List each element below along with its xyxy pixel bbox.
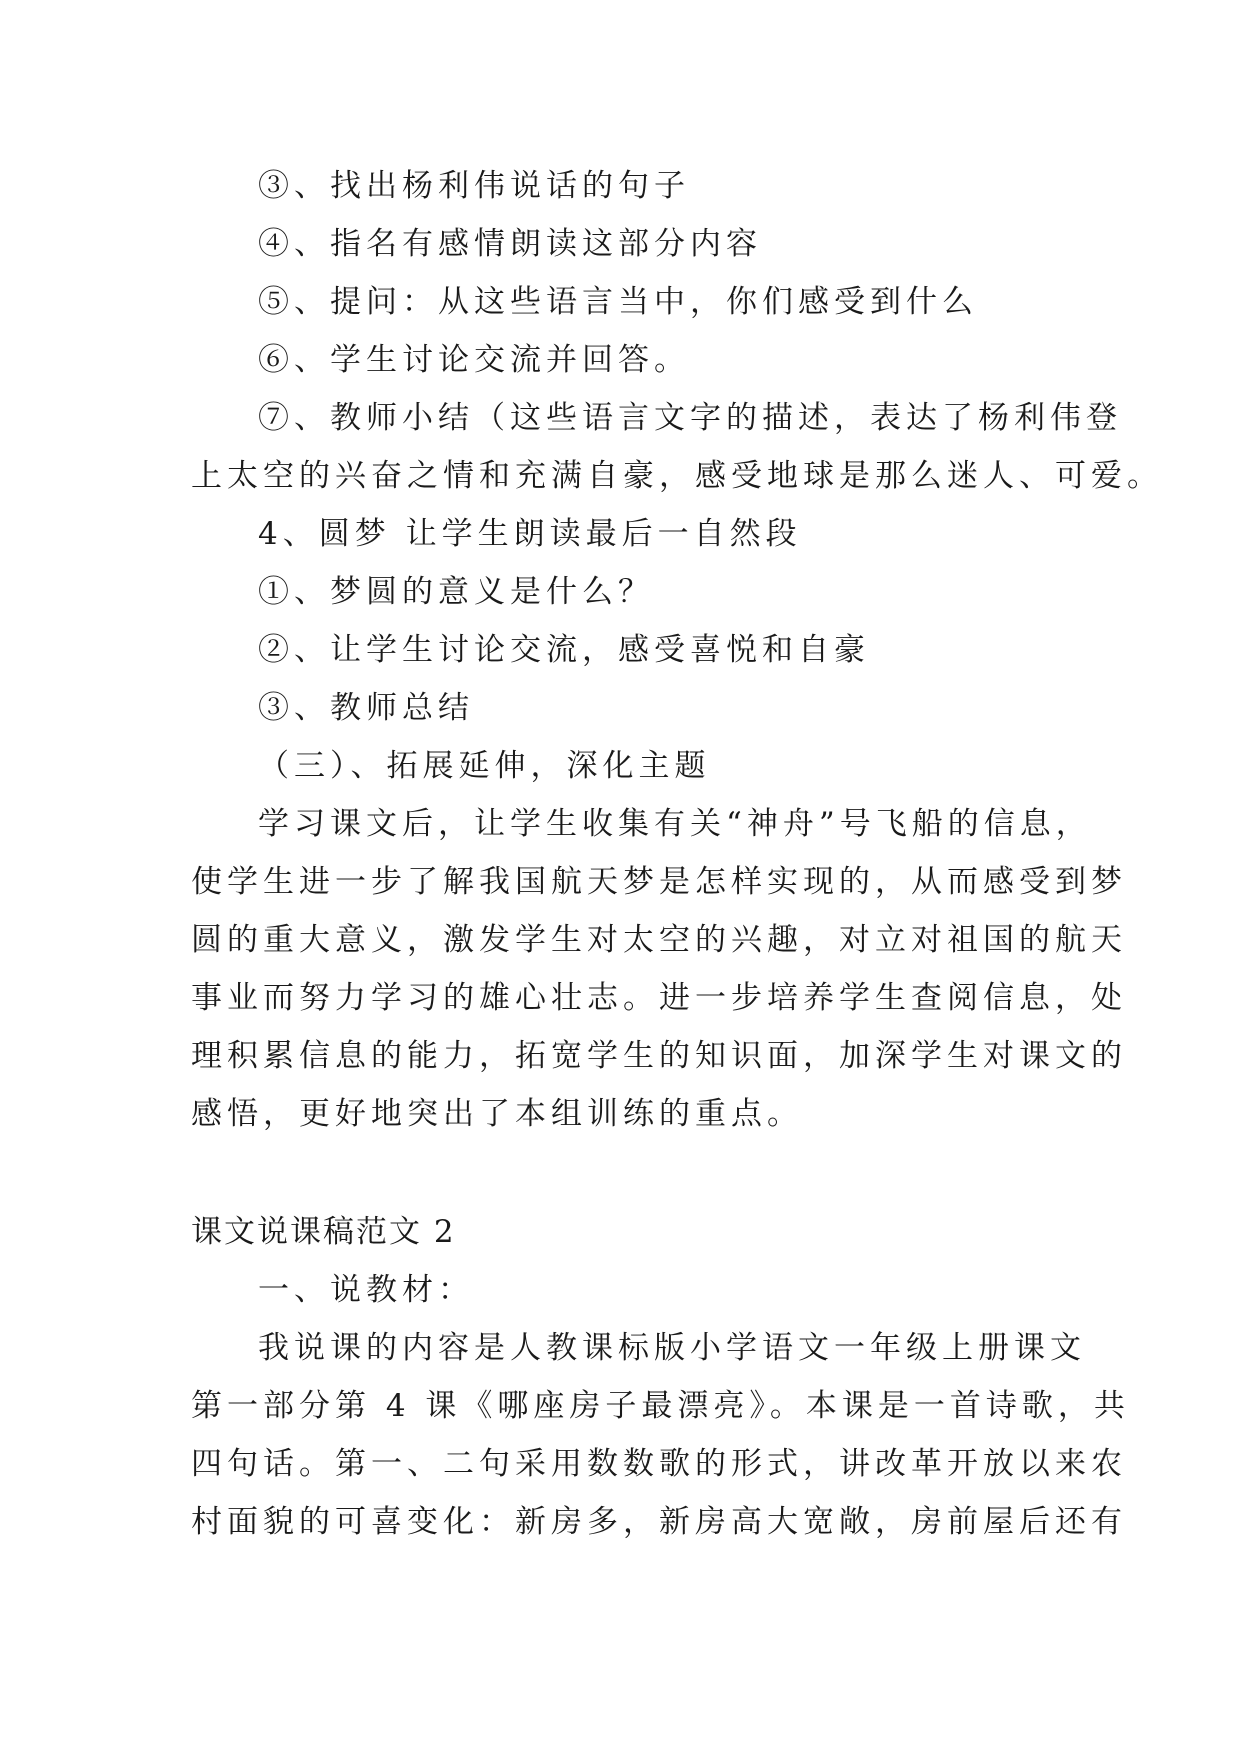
paragraph-line: 感悟，更好地突出了本组训练的重点。 (191, 1096, 803, 1132)
step-line: ③、教师总结 (258, 690, 474, 726)
paragraph-line: 圆的重大意义，激发学生对太空的兴趣，对立对祖国的航天 (191, 922, 1127, 958)
step-line: ⑥、学生讨论交流并回答。 (258, 342, 690, 378)
paragraph-line: 学习课文后，让学生收集有关“神舟”号飞船的信息， (258, 806, 1092, 842)
section-title: 课文说课稿范文 2 (191, 1214, 456, 1250)
step-line: ①、梦圆的意义是什么？ (258, 574, 654, 610)
paragraph-line: 第一部分第 4 课《哪座房子最漂亮》。本课是一首诗歌，共 (191, 1388, 1130, 1424)
subsection-heading: 一、说教材： (258, 1272, 474, 1308)
step-line: ⑤、提问：从这些语言当中，你们感受到什么 (258, 284, 978, 320)
step-line: ③、找出杨利伟说话的句子 (258, 168, 690, 204)
paragraph-line: 四句话。第一、二句采用数数歌的形式，讲改革开放以来农 (191, 1446, 1127, 1482)
paragraph-line: 使学生进一步了解我国航天梦是怎样实现的，从而感受到梦 (191, 864, 1127, 900)
subsection-heading: （三）、拓展延伸，深化主题 (258, 748, 711, 784)
step-line: ②、让学生讨论交流，感受喜悦和自豪 (258, 632, 870, 668)
section-line: 4、圆梦 让学生朗读最后一自然段 (258, 516, 802, 552)
paragraph-line: 理积累信息的能力，拓宽学生的知识面，加深学生对课文的 (191, 1038, 1127, 1074)
paragraph-line: 上太空的兴奋之情和充满自豪，感受地球是那么迷人、可爱。 (191, 458, 1163, 494)
paragraph-line: 村面貌的可喜变化：新房多，新房高大宽敞，房前屋后还有 (191, 1504, 1127, 1540)
paragraph-line: 我说课的内容是人教课标版小学语文一年级上册课文 (258, 1330, 1086, 1366)
step-line: ④、指名有感情朗读这部分内容 (258, 226, 762, 262)
step-line: ⑦、教师小结（这些语言文字的描述，表达了杨利伟登 (258, 400, 1122, 436)
paragraph-line: 事业而努力学习的雄心壮志。进一步培养学生查阅信息，处 (191, 980, 1127, 1016)
